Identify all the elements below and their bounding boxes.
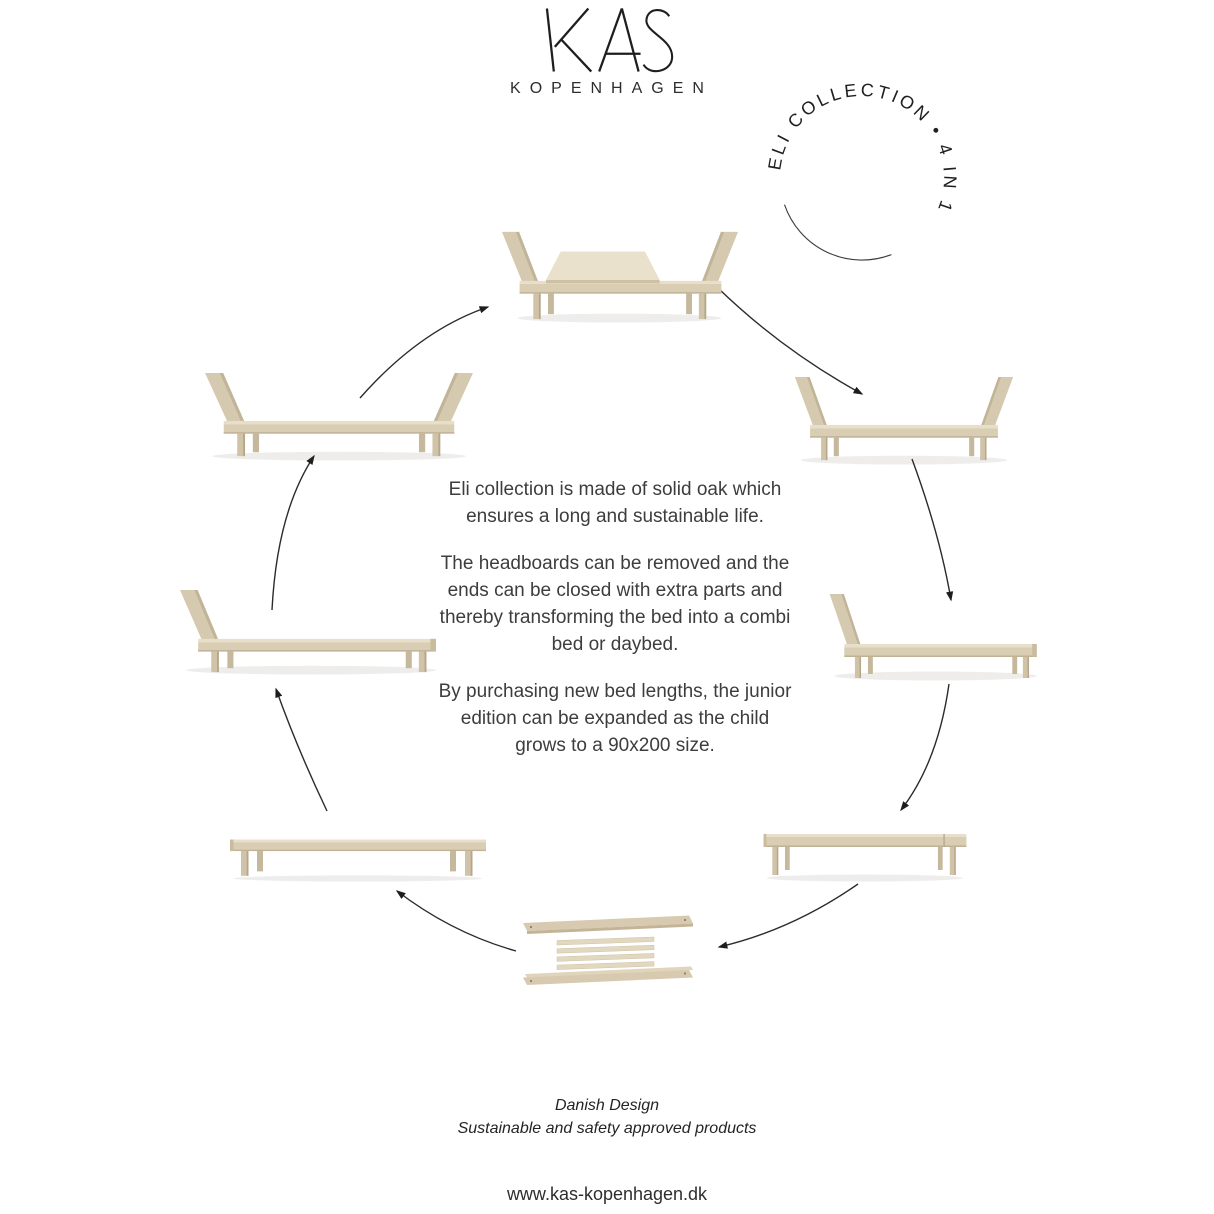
bed-junior-two-headboards	[794, 376, 1014, 466]
bed-daybed-right	[828, 592, 1040, 682]
tagline-line-1: Danish Design	[554, 1097, 660, 1114]
bed-rail	[810, 425, 998, 438]
arrow-right-to-bottomright	[901, 684, 949, 810]
description-paragraph-2: The headboards can be removed and the ends can be closed with extra parts and thereby transforming the bed into a combi bed or daybed.	[439, 553, 791, 655]
shadow	[234, 875, 482, 881]
description-paragraph-3: By purchasing new bed lengths, the junior edition can be expanded as the child grows to a 90x200 size.	[438, 681, 792, 756]
bed-rail	[198, 639, 436, 652]
headboard-left	[795, 377, 828, 427]
kas-logo-mark	[542, 7, 680, 73]
bed-expanded-two-headboards	[204, 372, 474, 462]
side-rail-top	[523, 916, 693, 935]
badge-circular-text: ELI COLLECTION • 4 IN 1	[764, 79, 961, 218]
kas-logo-subtext: KOPENHAGEN	[510, 80, 713, 97]
bed-flat-right	[762, 830, 968, 882]
arrow-parts-to-bottomleft	[397, 891, 516, 951]
bed-legs	[772, 847, 955, 875]
shadow	[212, 452, 465, 461]
headboard-right	[701, 232, 738, 283]
shadow	[767, 875, 963, 882]
shadow	[186, 666, 436, 675]
headboard-left	[205, 373, 245, 423]
tagline-line-2: Sustainable and safety approved products	[457, 1120, 757, 1137]
arrow-bottomleft-to-left	[276, 689, 327, 811]
bed-rail	[764, 834, 967, 847]
collection-description	[437, 476, 793, 779]
headboard-right	[433, 373, 473, 423]
side-rail-bottom	[523, 967, 693, 986]
bed-daybed-left	[178, 588, 440, 676]
footer-tagline	[0, 1094, 1214, 1140]
headboard-left	[180, 590, 219, 641]
bed-parts-disassembled	[520, 914, 702, 992]
website-url: www.kas-kopenhagen.dk	[506, 1184, 708, 1204]
description-paragraph-1: Eli collection is made of solid oak which ensures a long and sustainable life.	[448, 479, 782, 527]
headboard-left	[830, 594, 861, 646]
bed-rail	[844, 644, 1036, 657]
bed-combi-with-desk	[500, 224, 740, 324]
slats	[557, 937, 654, 970]
arrow-bottomright-to-parts	[719, 884, 858, 947]
headboard-right	[981, 377, 1014, 427]
desk-top	[546, 251, 660, 283]
shadow	[801, 456, 1007, 465]
bed-flat-left	[228, 836, 488, 882]
headboard-left	[502, 232, 539, 283]
arrow-topright-to-right	[912, 459, 951, 600]
arrow-left-to-topleft	[272, 456, 314, 610]
bed-rail	[230, 840, 486, 852]
shadow	[518, 314, 722, 323]
badge-arc	[785, 205, 892, 260]
bed-rail	[224, 421, 455, 434]
bed-legs	[241, 851, 473, 876]
shadow	[835, 672, 1037, 681]
eli-collection-badge	[758, 64, 970, 276]
